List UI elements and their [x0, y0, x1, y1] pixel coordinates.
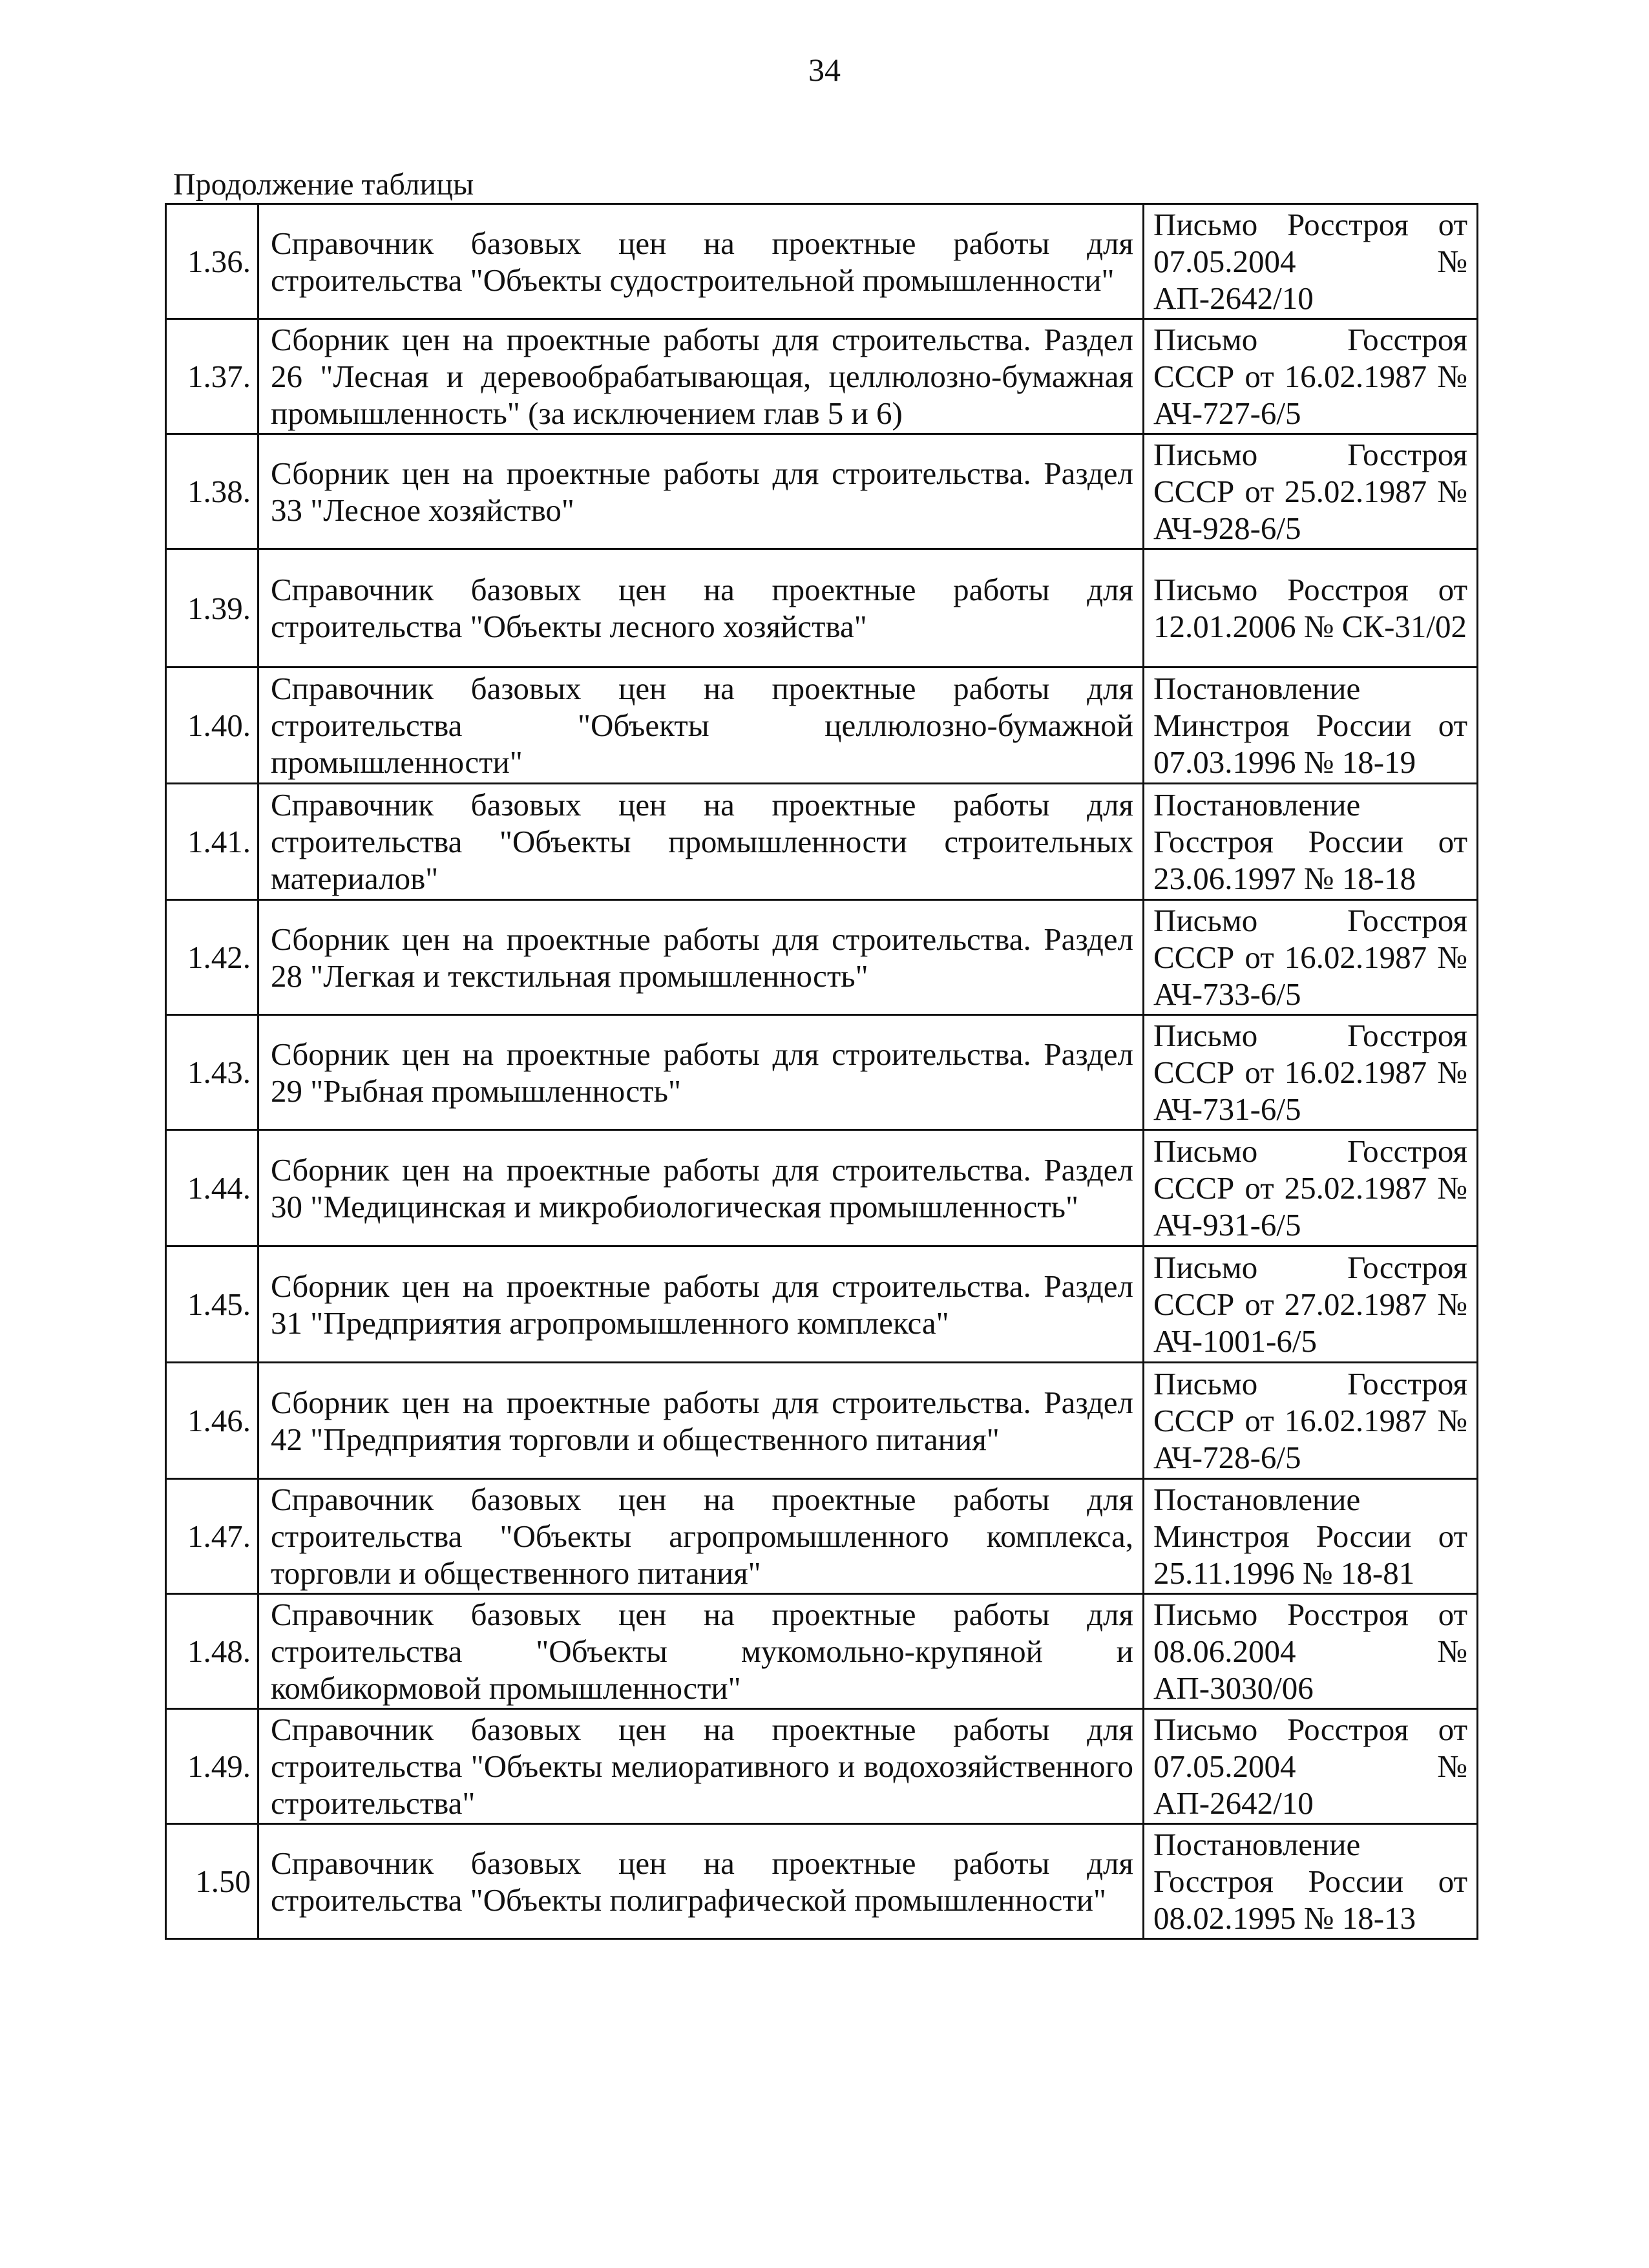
table-row — [166, 1594, 1478, 1709]
document-title: Справочник базовых цен на проектные работы для строительства "Объекты промышленности строительных материалов" — [258, 784, 1144, 900]
document-title: Сборник цен на проектные работы для строительства. Раздел 26 "Лесная и деревообрабатывающая, целлюлозно-бумажная промышленность" (за исключением глав 5 и 6) — [258, 319, 1144, 434]
approval-document: Постановление Минстроя России от 25.11.1996 № 18-81 — [1144, 1479, 1478, 1594]
table-row — [166, 1246, 1478, 1363]
document-title: Справочник базовых цен на проектные работы для строительства "Объекты лесного хозяйства" — [258, 549, 1144, 667]
approval-document: Письмо Госстроя СССР от 16.02.1987 № АЧ-727-6/5 — [1144, 319, 1478, 434]
table-row — [166, 319, 1478, 434]
continuation-label: Продолжение таблицы — [173, 167, 474, 202]
regulations-table — [165, 203, 1478, 1940]
row-number: 1.37. — [166, 319, 258, 434]
table-row — [166, 434, 1478, 549]
row-number: 1.50 — [166, 1824, 258, 1939]
row-number: 1.38. — [166, 434, 258, 549]
row-number: 1.47. — [166, 1479, 258, 1594]
document-title: Справочник базовых цен на проектные работы для строительства "Объекты судостроительной промышленности" — [258, 204, 1144, 319]
approval-document: Письмо Госстроя СССР от 16.02.1987 № АЧ-733-6/5 — [1144, 900, 1478, 1015]
document-title: Сборник цен на проектные работы для строительства. Раздел 42 "Предприятия торговли и общественного питания" — [258, 1363, 1144, 1479]
row-number: 1.36. — [166, 204, 258, 319]
document-title: Сборник цен на проектные работы для строительства. Раздел 33 "Лесное хозяйство" — [258, 434, 1144, 549]
table-row — [166, 1363, 1478, 1479]
approval-document: Письмо Госстроя СССР от 16.02.1987 № АЧ-731-6/5 — [1144, 1015, 1478, 1130]
table-row — [166, 667, 1478, 784]
table-row — [166, 1709, 1478, 1824]
row-number: 1.42. — [166, 900, 258, 1015]
approval-document: Постановление Минстроя России от 07.03.1996 № 18-19 — [1144, 667, 1478, 784]
approval-document: Постановление Госстроя России от 23.06.1997 № 18-18 — [1144, 784, 1478, 900]
table-row — [166, 1479, 1478, 1594]
document-title: Справочник базовых цен на проектные работы для строительства "Объекты мелиоративного и водохозяйственного строительства" — [258, 1709, 1144, 1824]
row-number: 1.41. — [166, 784, 258, 900]
approval-document: Постановление Госстроя России от 08.02.1995 № 18-13 — [1144, 1824, 1478, 1939]
row-number: 1.49. — [166, 1709, 258, 1824]
table-row — [166, 204, 1478, 319]
approval-document: Письмо Росстроя от 08.06.2004 № АП-3030/06 — [1144, 1594, 1478, 1709]
document-title: Справочник базовых цен на проектные работы для строительства "Объекты агропромышленного комплекса, торговли и общественного питания" — [258, 1479, 1144, 1594]
approval-document: Письмо Госстроя СССР от 16.02.1987 № АЧ-728-6/5 — [1144, 1363, 1478, 1479]
document-title: Сборник цен на проектные работы для строительства. Раздел 28 "Легкая и текстильная промышленность" — [258, 900, 1144, 1015]
row-number: 1.39. — [166, 549, 258, 667]
approval-document: Письмо Госстроя СССР от 25.02.1987 № АЧ-931-6/5 — [1144, 1130, 1478, 1246]
document-title: Сборник цен на проектные работы для строительства. Раздел 31 "Предприятия агропромышленного комплекса" — [258, 1246, 1144, 1363]
page-number: 34 — [808, 52, 841, 88]
document-title: Сборник цен на проектные работы для строительства. Раздел 30 "Медицинская и микробиологическая промышленность" — [258, 1130, 1144, 1246]
row-number: 1.44. — [166, 1130, 258, 1246]
approval-document: Письмо Росстроя от 07.05.2004 № АП-2642/10 — [1144, 1709, 1478, 1824]
table-row — [166, 900, 1478, 1015]
row-number: 1.45. — [166, 1246, 258, 1363]
row-number: 1.43. — [166, 1015, 258, 1130]
document-title: Сборник цен на проектные работы для строительства. Раздел 29 "Рыбная промышленность" — [258, 1015, 1144, 1130]
row-number: 1.46. — [166, 1363, 258, 1479]
document-title: Справочник базовых цен на проектные работы для строительства "Объекты мукомольно-крупяной и комбикормовой промышленности" — [258, 1594, 1144, 1709]
row-number: 1.48. — [166, 1594, 258, 1709]
table-row — [166, 1824, 1478, 1939]
approval-document: Письмо Госстроя СССР от 27.02.1987 № АЧ-1001-6/5 — [1144, 1246, 1478, 1363]
document-title: Справочник базовых цен на проектные работы для строительства "Объекты полиграфической промышленности" — [258, 1824, 1144, 1939]
document-title: Справочник базовых цен на проектные работы для строительства "Объекты целлюлозно-бумажной промышленности" — [258, 667, 1144, 784]
table-row — [166, 1015, 1478, 1130]
approval-document: Письмо Росстроя от 07.05.2004 № АП-2642/10 — [1144, 204, 1478, 319]
table-row — [166, 549, 1478, 667]
approval-document: Письмо Росстроя от 12.01.2006 № СК-31/02 — [1144, 549, 1478, 667]
approval-document: Письмо Госстроя СССР от 25.02.1987 № АЧ-928-6/5 — [1144, 434, 1478, 549]
table-row — [166, 1130, 1478, 1246]
table-row — [166, 784, 1478, 900]
row-number: 1.40. — [166, 667, 258, 784]
